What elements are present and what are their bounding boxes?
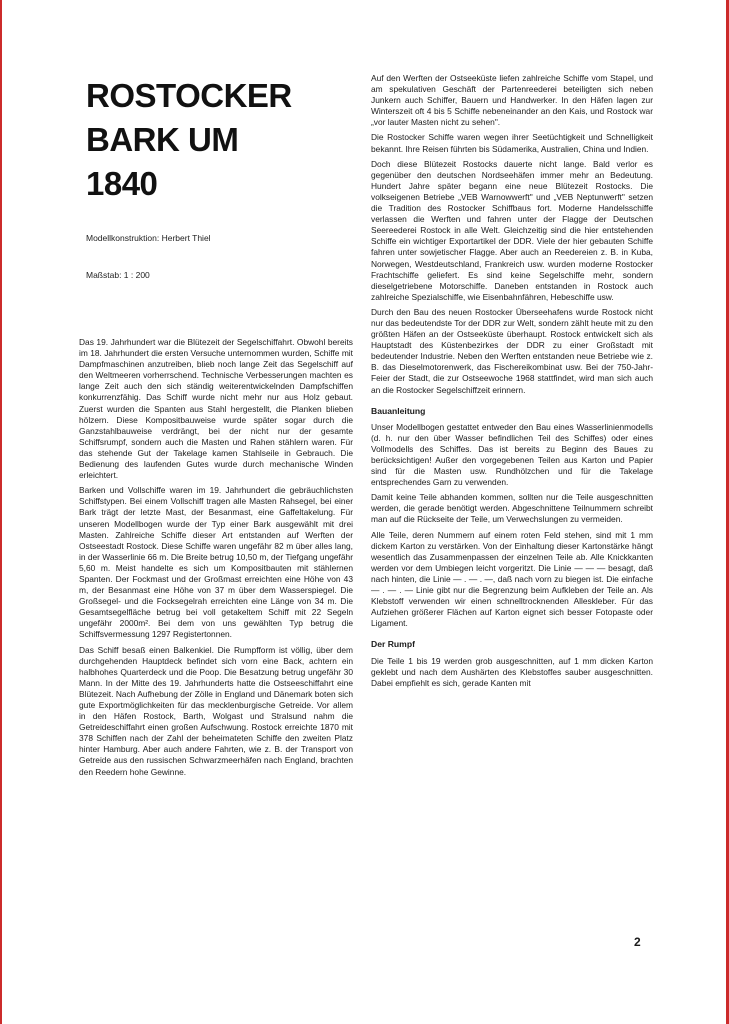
- left-column: [79, 337, 353, 782]
- title-line-2: BARK UM: [86, 121, 239, 158]
- section-heading-bauanleitung: Bauanleitung: [371, 405, 426, 416]
- title-line-3: 1840: [86, 165, 158, 202]
- paragraph: Die Teile 1 bis 19 werden grob ausgeschnitten, auf 1 mm dicken Karton geklebt und nach dem Aushärten des Klebstoffes sauber ausgeschnitten. Dabei empfiehlt es sich, gerade Kanten mit: [371, 655, 653, 688]
- page-number: 2: [634, 935, 641, 949]
- paragraph: Barken und Vollschiffe waren im 19. Jahrhundert die gebräuchlichsten Schiffstypen. Bei einem Vollschiff tragen alle Masten Rahsegel, bei einer Bark trägt der letzte Mast, der Besanmast, eine Gaffeltakelung. Für unseren Modellbogen wurde der Typ einer Bark ausgewählt mit drei Masten. Zahlreiche Schiffe dieser Art entstanden auf Werften der Ostseestadt Rostock. Diese Schiffe waren ungefähr 82 m über alles lang, in der Wasserlinie 66 m. Die Breite betrug 10,50 m, der Tiefgang ungefähr 5,60 m. Meist handelte es sich um Kompositbauten mit stählernen Spanten. Der Fockmast und der Großmast erreichten eine Höhe von 43 m, der Besanmast eine Höhe von 37 m über dem Wasserspiegel. Die Großsegel- und die Focksegelrah erreichten eine Länge von 34 m. Die Gesamtsegelfläche betrug bei voll getakeltem Schiff mit 22 Segeln ungefähr 2000m². Bei dem von uns gewählten Typ betrug die Schiffsvermessung 1297 Registertonnen.: [79, 485, 353, 640]
- scale-note: Maßstab: 1 : 200: [86, 270, 150, 280]
- paragraph: Das Schiff besaß einen Balkenkiel. Die Rumpfform ist völlig, über dem durchgehenden Hauptdeck befindet sich vorn eine Back, achtern ein halbhohes Quarterdeck und die Poop. Die Besatzung betrug ungefähr 30 Mann. In der Mitte des 19. Jahrhunderts hatte die Ostseeschiffahrt eine Blütezeit. Nach Aufhebung der Zölle in England und Dänemark boten sich gute Exportmöglichkeiten für das mecklenburgische Getreide. Vor allem in den Häfen Rostock, Barth, Wolgast und Stralsund nahm die Getreideschiffahrt einen großen Aufschwung. Rostock erreichte 1870 mit 378 Schiffen nach der Zahl der beheimateten Schiffe den zweiten Platz hinter Hamburg. Aber auch andere Fahrten, wie z. B. der Transport von Getreide aus den russischen Schwarzmeerhäfen nach England, brachten den Reedern hohe Gewinne.: [79, 644, 353, 777]
- title-line-1: ROSTOCKER: [86, 77, 292, 114]
- page-title: [86, 74, 346, 206]
- paragraph: Auf den Werften der Ostseeküste liefen zahlreiche Schiffe vom Stapel, und am spekulativen Geschäft der Partenreederei beteiligten sich neben Junkern auch Schiffer, Bauern und Handwerker. In den Häfen lagen zur Winterszeit oft 4 bis 5 Schiffe nebeneinander an den Kais, und Rostock war „vor lauter Masten nicht zu sehen".: [371, 73, 653, 128]
- paragraph: Alle Teile, deren Nummern auf einem roten Feld stehen, sind mit 1 mm dickem Karton zu verstärken. Von der Einhaltung dieser Kartonstärke hängt wesentlich das Zusammenpassen der einzelnen Teile ab. Alle Knickkanten werden vor dem Umbiegen leicht vorgeritzt. Die Linie — — — besagt, daß nach hinten, die Linie — . — . —, daß nach vorn zu biegen ist. Die einfache — . — . — Linie gibt nur die Begrenzung beim Aufkleben der Teile an. Als Klebstoff verwenden wir einen schnelltrocknenden Alleskleber. Für das Aufziehen größerer Flächen auf Karton eignet sich besser Fotopaste oder Ligament.: [371, 529, 653, 629]
- paragraph: Unser Modellbogen gestattet entweder den Bau eines Wasserlinienmodells (d. h. nur den über Wasser befindlichen Teil des Schiffes) oder eines Vollmodells des Schiffes. Das ist bereits zu Beginn des Baues zu berücksichtigen! Außer den vorgegebenen Teilen aus Karton und Papier sind für die Masten usw. Rundhölzchen und für die Takelage entsprechendes Garn zu verwenden.: [371, 421, 653, 488]
- right-column: [371, 73, 653, 693]
- construction-credit: Modellkonstruktion: Herbert Thiel: [86, 233, 211, 243]
- paragraph: Damit keine Teile abhanden kommen, sollten nur die Teile ausgeschnitten werden, die gerade benötigt werden. Abgeschnittene Teilnummern schreibt man auf die Rückseite der Teile, um Verwechslungen zu vermeiden.: [371, 492, 653, 525]
- paragraph: Doch diese Blütezeit Rostocks dauerte nicht lange. Bald verlor es gegenüber den deutschen Nordseehäfen immer mehr an Bedeutung. Hundert Jahre später begann eine neue Blütezeit Rostocks. Die volkseigenen Betriebe „VEB Warnowwerft" und „VEB Neptunwerft" setzen die Tradition des Rostocker Schiffbaus fort. Moderne Handelsschiffe verlassen die Werften und fahren unter der Flagge der Deutschen Seereederei Rostock in alle Welt. Gleichzeitig sind die hier entstehenden Schiffe ein wichtiger Exportartikel der DDR. Viele der hier gebauten Schiffe fahren unter sowjetischer Flagge. Aber auch an Reedereien z. B. in Kuba, Norwegen, Westdeutschland, Frankreich usw. wurden moderne Rostocker Frachtschiffe geliefert. Es sind keine Segelschiffe mehr, sondern dieselgetriebene Motorschiffe. Daneben entstanden in Rostock auch zahlreiche Spezialschiffe, wie Eisenbahnfähren, Hebeschiffe usw.: [371, 158, 653, 302]
- section-heading-rumpf: Der Rumpf: [371, 639, 415, 650]
- paragraph: Durch den Bau des neuen Rostocker Überseehafens wurde Rostock nicht nur das bedeutendste Tor der DDR zur Welt, sondern zählt heute mit zu den größten Häfen an der Ostseeküste überhaupt. Rostock entwickelt sich als Hauptstadt des Küstenbezirkes der DDR zu einer Großstadt mit bedeutender Industrie. Neben den Werften entstanden neue Betriebe wie z. B. das Dieselmotorenwerk, das Fischereikombinat usw. Bei der 750-Jahr-Feier der Stadt, die zur Ostseewoche 1968 stattfindet, wird man sich auch an die Rostocker Segelschiffzeit erinnern.: [371, 306, 653, 395]
- paragraph: Das 19. Jahrhundert war die Blütezeit der Segelschiffahrt. Obwohl bereits im 18. Jahrhundert die ersten Versuche unternommen wurden, Schiffe mit Dampfmaschinen anzutreiben, blieb noch lange Zeit das Segelschiff auf den Weltmeeren vorherrschend. Technische Verbesserungen machten es lange Zeit auch den sich ständig weiterentwickelnden Dampfschiffen konkurrenzfähig. Das Schiff wurde nicht mehr nur aus Holz gebaut. Zuerst wurden die Spanten aus Stahl hergestellt, die Planken blieben hölzern. Diese Kompositbauweise wurde später sogar durch die Ganzstahlbauweise verdrängt, bei der nicht nur der gesamte Schiffsrumpf, sondern auch die Masten und Rahen stählern waren. Für das stehende Gut der Takelage kamen Stahlseile in Gebrauch. Die Bedienung des laufenden Gutes wurde durch mechanische Winden erleichtert.: [79, 337, 353, 481]
- paragraph: Die Rostocker Schiffe waren wegen ihrer Seetüchtigkeit und Schnelligkeit bekannt. Ihre Reisen führten bis Südamerika, Australien, China und Indien.: [371, 132, 653, 154]
